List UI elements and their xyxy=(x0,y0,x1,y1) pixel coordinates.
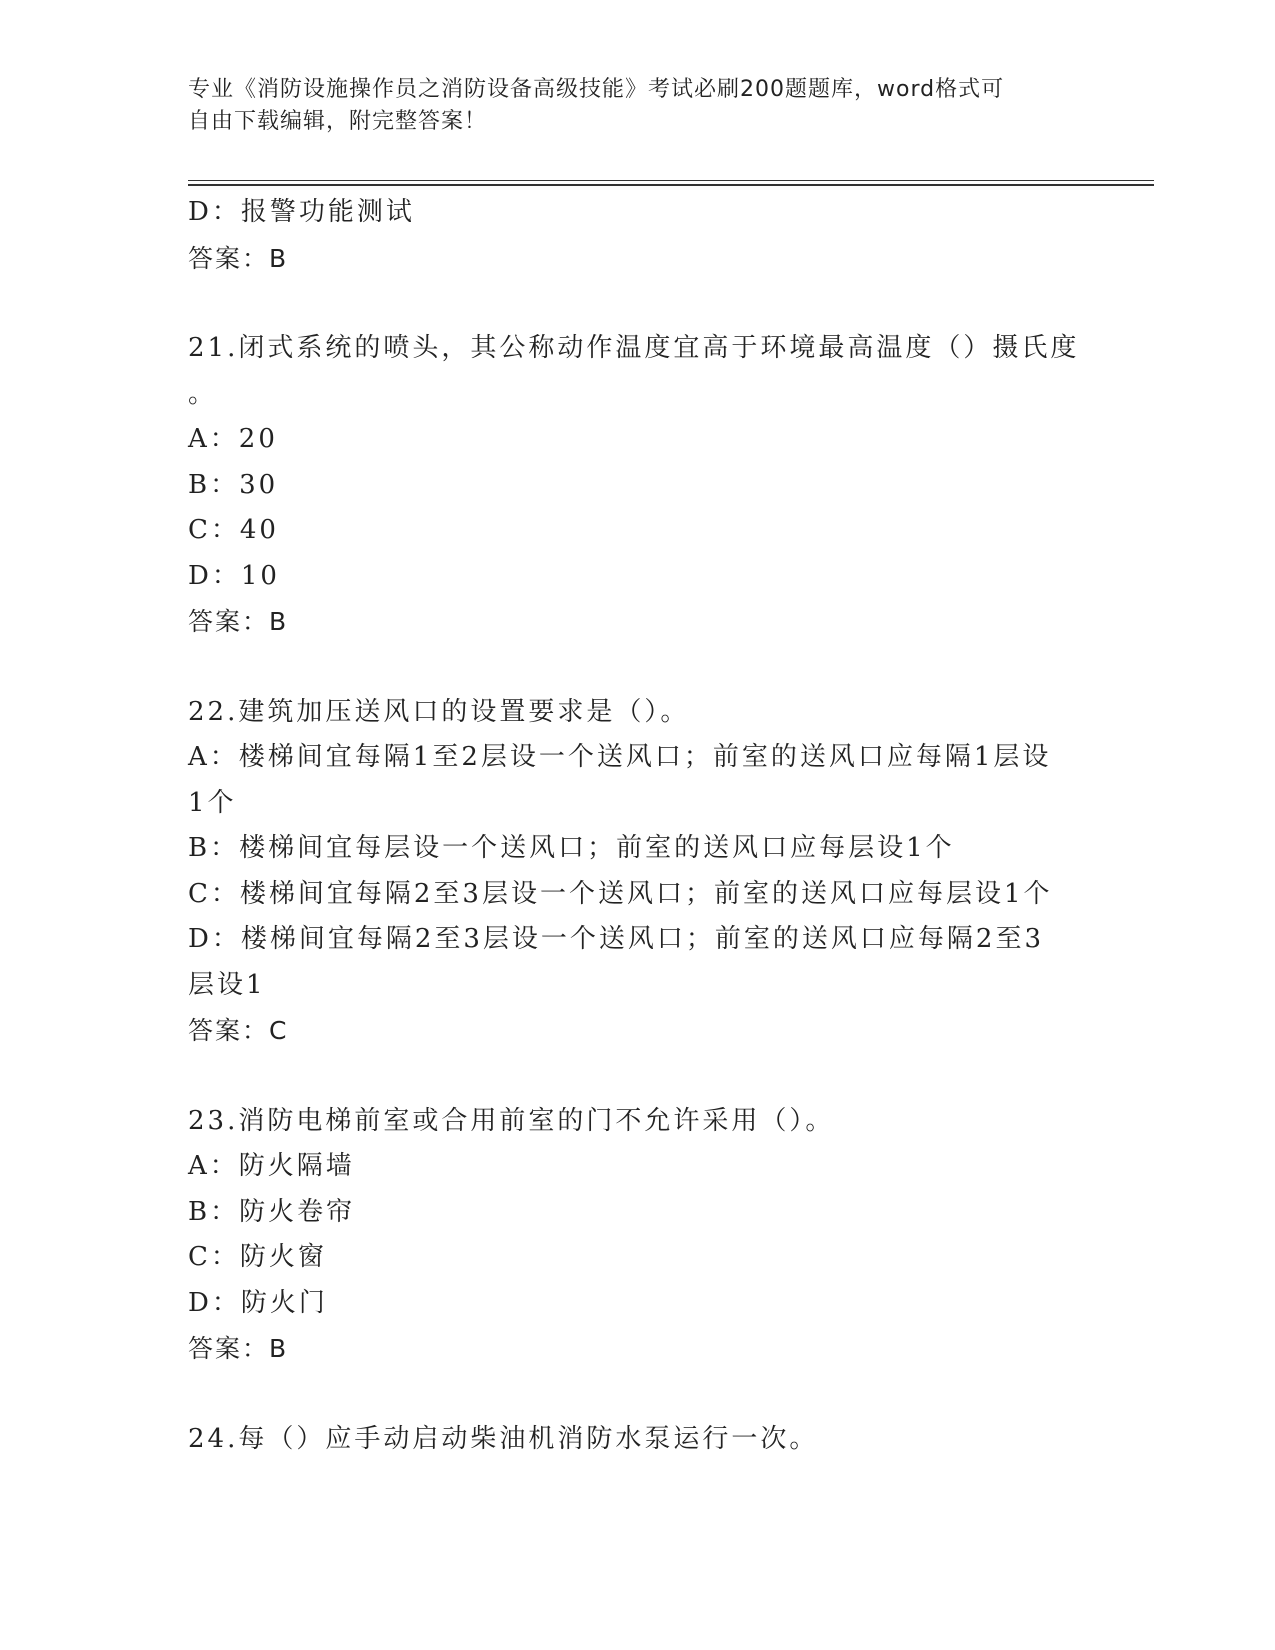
option-b: B：30 xyxy=(188,469,279,500)
spacer xyxy=(188,281,1088,326)
previous-question-tail xyxy=(188,190,1088,281)
question-stem: 24.每（）应手动启动柴油机消防水泵运行一次。 xyxy=(188,1423,819,1454)
question-list xyxy=(188,190,1088,1462)
option-b: B：防火卷帘 xyxy=(188,1196,356,1227)
option-a: A：楼梯间宜每隔1至2层设一个送风口；前室的送风口应每隔1层设 xyxy=(188,742,1052,772)
document-header xyxy=(188,74,1068,138)
question-stem: 21.闭式系统的喷头，其公称动作温度宜高于环境最高温度（）摄氏度 xyxy=(188,333,1080,363)
option-c: C：40 xyxy=(188,515,279,545)
spacer xyxy=(188,1372,1088,1417)
header-title-line-2: 自由下载编辑，附完整答案！ xyxy=(188,109,488,134)
option-d: D：10 xyxy=(188,560,280,591)
question-24 xyxy=(188,1417,1088,1463)
question-stem: 23.消防电梯前室或合用前室的门不允许采用（）。 xyxy=(188,1105,835,1136)
spacer xyxy=(188,645,1088,690)
option-d: D：防火门 xyxy=(188,1287,328,1318)
header-title-line-1: 专业《消防设施操作员之消防设备高级技能》考试必刷200题题库，word格式可 xyxy=(188,77,1005,102)
header-divider-top xyxy=(188,180,1154,181)
question-stem: 22.建筑加压送风口的设置要求是（）。 xyxy=(188,696,690,727)
option-a-continued: 1个 xyxy=(188,787,237,818)
question-stem-continued: 。 xyxy=(188,378,218,409)
option-d: D：楼梯间宜每隔2至3层设一个送风口；前室的送风口应每隔2至3 xyxy=(188,924,1045,954)
option-d: D：报警功能测试 xyxy=(188,197,415,227)
header-divider-bottom xyxy=(188,184,1154,186)
option-d-continued: 层设1 xyxy=(188,969,266,1000)
question-22 xyxy=(188,690,1088,1054)
question-21 xyxy=(188,326,1088,645)
answer-line: 答案：B xyxy=(188,1334,289,1363)
option-b: B：楼梯间宜每层设一个送风口；前室的送风口应每层设1个 xyxy=(188,833,955,863)
spacer xyxy=(188,1054,1088,1099)
answer-line: 答案：B xyxy=(188,607,289,636)
question-23 xyxy=(188,1099,1088,1372)
answer-line: 答案：B xyxy=(188,243,289,273)
answer-line: 答案：C xyxy=(188,1016,289,1045)
option-a: A：20 xyxy=(188,424,278,454)
option-c: C：防火窗 xyxy=(188,1242,327,1272)
option-a: A：防火隔墙 xyxy=(188,1151,355,1181)
option-c: C：楼梯间宜每隔2至3层设一个送风口；前室的送风口应每层设1个 xyxy=(188,878,1053,909)
